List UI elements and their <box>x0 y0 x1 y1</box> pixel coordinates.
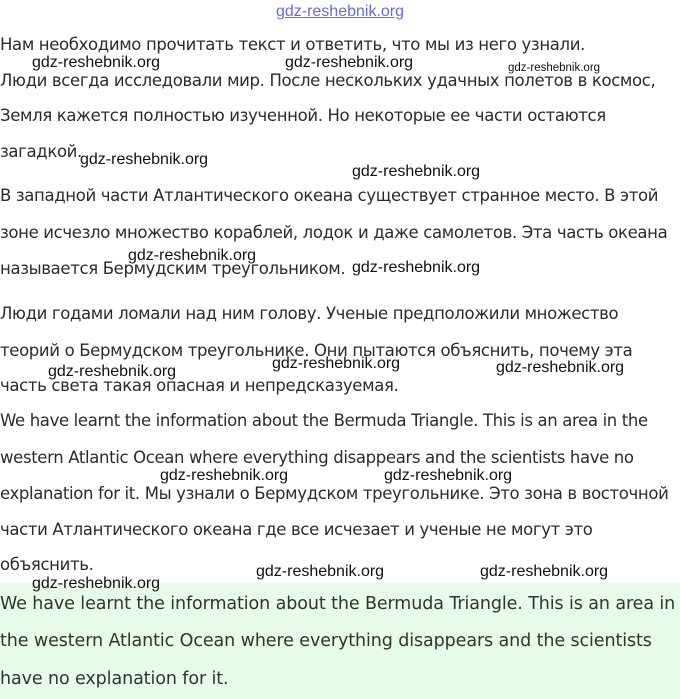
text-line: Люди годами ломали над ним голову. Ученые предположили множество <box>0 304 619 323</box>
watermark: gdz-reshebnik.org <box>384 467 513 484</box>
watermark: gdz-reshebnik.org <box>128 247 257 264</box>
watermark: gdz-reshebnik.org <box>32 54 161 71</box>
watermark: gdz-reshebnik.org <box>80 151 209 168</box>
text-line: В западной части Атлантического океана существует странное место. В этой <box>0 186 659 205</box>
answer-line: have no explanation for it. <box>0 669 229 689</box>
text-line: Нам необходимо прочитать текст и ответить, что мы из него узнали. <box>0 35 586 54</box>
text-line: Земля кажется полностью изученной. Но некоторые ее части остаются <box>0 106 606 125</box>
watermark: gdz-reshebnik.org <box>285 54 414 71</box>
text-line: We have learnt the information about the Bermuda Triangle. This is an area in the <box>0 411 648 430</box>
text-line: загадкой. <box>0 142 82 161</box>
watermark: gdz-reshebnik.org <box>272 355 401 372</box>
watermark: gdz-reshebnik.org <box>256 563 385 580</box>
text-line: часть света такая опасная и непредсказуемая. <box>0 376 399 395</box>
text-line: объяснить. <box>0 555 94 574</box>
watermark: gdz-reshebnik.org <box>48 363 177 380</box>
watermark: gdz-reshebnik.org <box>32 575 161 592</box>
text-line: теорий о Бермудском треугольнике. Они пытаются объяснить, почему эта <box>0 341 633 360</box>
answer-line: We have learnt the information about the Bermuda Triangle. This is an area in <box>0 594 676 614</box>
answer-box <box>0 583 680 699</box>
answer-line: the western Atlantic Ocean where everything disappears and the scientists <box>0 631 652 651</box>
text-line: называется Бермудским треугольником. <box>0 259 346 278</box>
text-line: части Атлантического океана где все исчезает и ученые не могут это <box>0 520 593 539</box>
watermark: gdz-reshebnik.org <box>352 163 481 180</box>
watermark: gdz-reshebnik.org <box>508 62 601 74</box>
text-line: explanation for it. Мы узнали о Бермудском треугольнике. Это зона в восточной <box>0 484 669 503</box>
watermark: gdz-reshebnik.org <box>352 259 481 276</box>
site-header-link[interactable]: gdz-reshebnik.org <box>275 3 405 20</box>
watermark: gdz-reshebnik.org <box>496 359 625 376</box>
text-line: Люди всегда исследовали мир. После нескольких удачных полетов в космос, <box>0 71 656 90</box>
text-line: зоне исчезло множество кораблей, лодок и даже самолетов. Эта часть океана <box>0 223 668 242</box>
watermark: gdz-reshebnik.org <box>160 467 289 484</box>
text-line: western Atlantic Ocean where everything disappears and the scientists have no <box>0 448 634 467</box>
watermark: gdz-reshebnik.org <box>480 563 609 580</box>
